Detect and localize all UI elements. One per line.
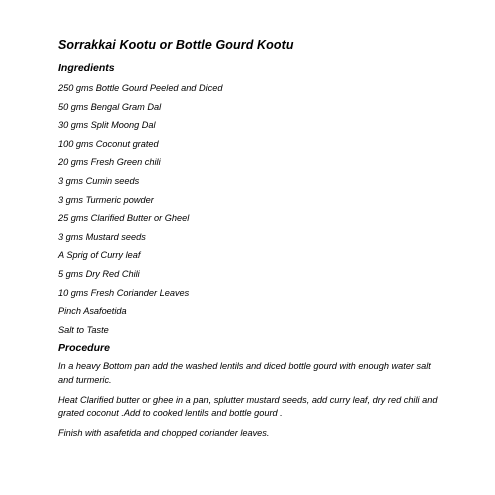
ingredients-heading: Ingredients — [58, 62, 115, 74]
ingredient-item: 25 gms Clarified Butter or Gheel — [58, 213, 190, 224]
ingredient-item: A Sprig of Curry leaf — [58, 250, 141, 261]
ingredient-item: 5 gms Dry Red Chili — [58, 268, 140, 279]
procedure-step: Heat Clarified butter or ghee in a pan, splutter mustard seeds, add curry leaf, dry red chili and grated coconut .Add to cooked lentils and bottle gourd . — [58, 394, 438, 418]
ingredients-list — [58, 82, 458, 342]
ingredient-item: 3 gms Turmeric powder — [58, 194, 154, 205]
ingredient-item: Pinch Asafoetida — [58, 306, 127, 317]
ingredient-item: 10 gms Fresh Coriander Leaves — [58, 287, 190, 298]
ingredient-item: 3 gms Cumin seeds — [58, 175, 140, 186]
recipe-title: Sorrakkai Kootu or Bottle Gourd Kootu — [58, 38, 294, 52]
ingredient-item: 100 gms Coconut grated — [58, 138, 159, 149]
procedure-step: Finish with asafetida and chopped coriander leaves. — [58, 428, 270, 439]
ingredient-item: 30 gms Split Moong Dal — [58, 120, 156, 131]
ingredient-item: 3 gms Mustard seeds — [58, 231, 146, 242]
procedure-heading: Procedure — [58, 342, 110, 355]
ingredient-item: 50 gms Bengal Gram Dal — [58, 101, 162, 112]
ingredient-item: 250 gms Bottle Gourd Peeled and Diced — [58, 83, 223, 93]
ingredient-item: Salt to Taste — [58, 324, 109, 335]
recipe-page — [58, 38, 458, 447]
procedure-step: In a heavy Bottom pan add the washed lentils and diced bottle gourd with enough water salt and turmeric. — [58, 361, 431, 385]
ingredient-item: 20 gms Fresh Green chili — [58, 157, 161, 168]
